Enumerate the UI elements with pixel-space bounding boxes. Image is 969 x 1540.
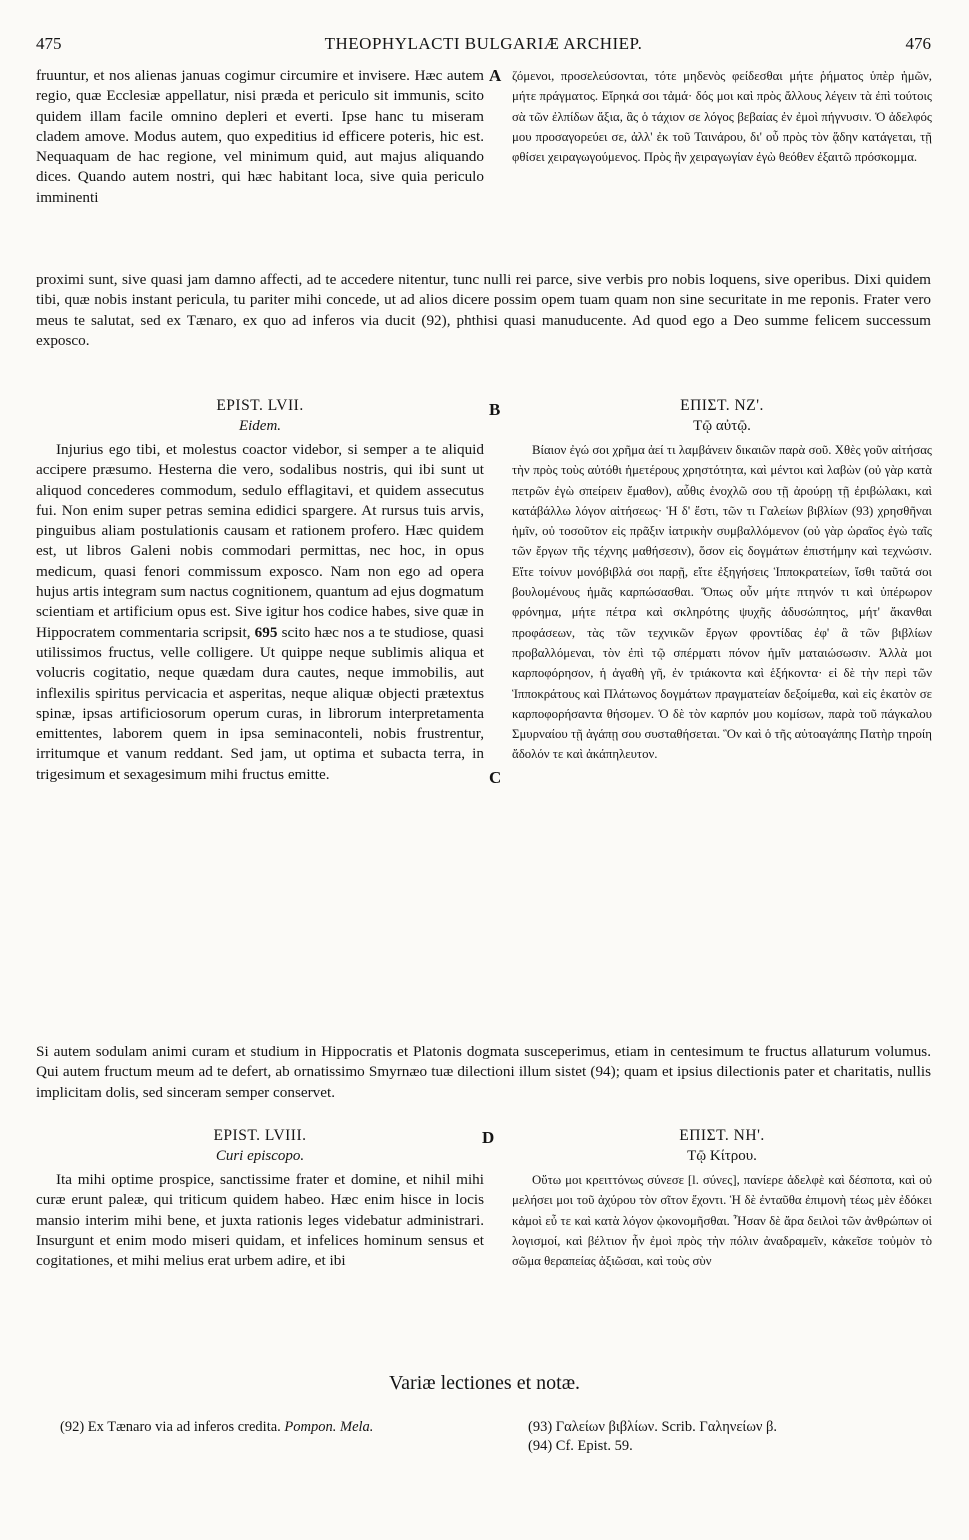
ep57-latin-column bbox=[36, 440, 484, 785]
ep57-latin-heading: EPIST. LVII. bbox=[216, 397, 304, 414]
ep57-latin-full: Si autem sodulam animi curam et studium in Hippocratis et Platonis dogmata susceperimus, etiam in centesimum te fructus allaturum volumus. Qui autem fructum meum ad te defert, ab ornatissimo Smyrnæo tuæ dilectioni illum sistet (94); quam et ipsius dilectionis pater et charitatis, nullis implicitam dolis, sed sinceram semper conservet. bbox=[36, 1043, 931, 1101]
running-title: THEOPHYLACTI BULGARIÆ ARCHIEP. bbox=[324, 34, 643, 53]
note-94 bbox=[528, 1437, 928, 1456]
ep57-latin-bold-ref: 695 bbox=[254, 623, 278, 641]
top-full-latin: proximi sunt, sive quasi jam damno affecti, ad te accedere nitentur, tunc nulli rei parce, sive verbis pro nobis loquens, sive operibus. Dixi quidem tibi, quæ nobis instant pericula, tu pariter mihi concede, ut ad alios dicere possim opem tuam quam non sine securitate in me reponis. Frater vero meus te salutat, sed ex Tænaro, ex quo ad inferos via ducit (92), phthisi quasi manuducente. Ad quod ego a Deo summe felicem successum exposco. bbox=[36, 271, 931, 349]
page-number-left: 475 bbox=[36, 34, 62, 53]
ep57-latin-addressee: Eidem. bbox=[238, 418, 282, 434]
ep58-latin-addressee: Curi episcopo. bbox=[215, 1148, 305, 1164]
ep57-latin-text-2: scito hæc nos a te studiose, quasi utilissimos fructus, velle colligere. Ut quippe neque sublimis aliqua et volucris cogitatio, neque quædam dura cautes, neque immobilis, aut inflexilis spiritus pervicacia et asperitas, neque aliquæ objecti prætextus spinæ, ipsas artificiosorum operum curas, in librorum interpretamenta emittentes, laborem quem in ipsa seminaconteli, nobis frustrentur, irritumque et vanum reddant. Sed jam, ut optima et subacta terra, in trigesimum et sexagesimum mihi fructus emitte. bbox=[36, 623, 484, 783]
ep58-greek-addressee: Τῷ Κίτρου. bbox=[687, 1148, 757, 1164]
note-93-text: Γαλείων βιβλίων. Scrib. Γαληνείων β. bbox=[555, 1419, 778, 1435]
ep57-latin-text-1: Injurius ego tibi, et molestus coactor videbor, si semper a te aliquid accipere præsumo. Hesterna die vero, sodalibus nostris, qui ibi sunt ut aliquod concederes commodum, sedulo efflagitavi, et quidem assecutus fui. Non enim super petras semina edidici spargere. At rursus tuis arvis, pinguibus aliam postulationis causam et rationem profero. Hæc quidem est, ut libros Galeni nobis commodari permittas, nec hoc, in opus medicum, quasi fenori commissum exposco. Nam non ego ad opera hujus artis integram sum nactus cognitionem, quantum ad ejus dogmatum scientiam et artificium opus est. Sive igitur hos codice habes, sive quæ in Hippocratem commentaria scripsit, bbox=[36, 441, 484, 641]
ep58-greek-column: Οὕτω μοι κρειττόνως σύνεσε [l. σύνες], πανίερε ἀδελφὲ καὶ δέσποτα, καὶ οὐ μελήσει μοι τοῦ ἀχύρου τὸν σῖτον ἔχοντι. Ἡ δὲ ἐνταῦθα ἐπιμονὴ τέως μὲν ἐδόκει κἀμοὶ εὖ τε καὶ κατὰ λόγον ᾠκονομῆσθαι. Ἦσαν δὲ ἄρα δειλοὶ τῶν ἀνθρώπων οἱ λογισμοί, καὶ βέλτιον ἦν ἐμοὶ πρὸς τὴν πόλιν ἀναδραμεῖν, κἀκεῖσε τοὐμὸν τὸ σῶμα θεραπείας ἀξιῶσαι, καὶ τοὺς σὺν bbox=[512, 1173, 932, 1269]
ep58-latin-heading-block bbox=[36, 1126, 484, 1166]
note-92-label: (92) bbox=[60, 1419, 85, 1435]
ep58-greek-heading: ΕΠΙΣΤ. ΝΗ'. bbox=[679, 1127, 765, 1144]
top-greek-column: ζόμενοι, προσελεύσονται, τότε μηδενὸς φείδεσθαι μήτε ῥήματος ὑπὲρ ἡμῶν, μήτε πράγματος. Εἴρηκά σοι τἀμά· δός μοι καὶ πρὸς ἄλλους λέγειν τὰ ἐπὶ τούτοις σὰ τῶν ἐλπίδων ἄξια, ἃς ὁ τάχιον σε λόγος βεβαίας ἐν ἐμοὶ πήγνυσιν. Ὁ ἀδελφός μου προσαγορεύει σε, ἀλλ' ἐκ τοῦ Ταινάρου, δι' οὗ πρὸς τὸν ᾅδην κατάγεται, τῇ φθίσει χειραγωγούμενος. Πρὸς ἣν χειραγωγίαν ἐγὼ θεόθεν ἐξαιτῶ πρόσκομμα. bbox=[512, 69, 932, 165]
ep58-greek-heading-block bbox=[512, 1126, 932, 1166]
margin-letter-b: B bbox=[489, 400, 501, 419]
ep58-latin-column: Ita mihi optime prospice, sanctissime frater et domine, et nihil mihi curæ erunt paleæ, qui triticum quidem habeo. Hæc enim hisce in locis mansio interim mihi bene, et juxta rationis leges videbatur administrari. Insurgunt et enim modo miseri quidam, et infelices hominum sensus et cogitationes, et mihi melius erat urbem adire, et ibi bbox=[36, 1171, 484, 1270]
margin-letter-a: A bbox=[489, 66, 502, 85]
margin-letter-c: C bbox=[489, 768, 502, 787]
note-93-label: (93) bbox=[528, 1419, 553, 1435]
note-94-label: (94) bbox=[528, 1438, 553, 1454]
note-92 bbox=[60, 1418, 480, 1437]
top-latin-column: fruuntur, et nos alienas januas cogimur circumire et invisere. Hæc autem regio, quæ Ecclesiæ appellatur, nisi præda et periculo sit immunis, scito quidem illam facile omnino depleri et everti. Ipse hanc tu miseram cladem amove. Modus autem, quo expeditius id efficere poteris, hic est. Nequaquam de hac regione, vel minimum quid, aut majus aliquando dices. Quando autem nostri, qui hæc habitant loca, sive quia periculo imminenti bbox=[36, 67, 484, 206]
running-header bbox=[36, 34, 931, 58]
ep57-greek-column: Βίαιον ἐγώ σοι χρῆμα ἀεί τι λαμβάνειν δικαιῶν παρὰ σοῦ. Χθὲς γοῦν αἰτήσας τὴν πρὸς τοὺς αὐτόθι ἡμετέρους χρηστότητα, καὶ μέντοι καὶ λαβὼν (οὐ γὰρ κατὰ πετρῶν ἐγὼ σπείρειν ἔμαθον), αὖθις ἐνοχλῶ σου τῇ ἀρούρῃ τῇ ἐριβώλακι, καὶ κατάβάλλω λόγον αἰτήσεως· Ἡ δ' ἔστι, τῶν τι Γαλείων βιβλίων (93) χρησθῆναι ἡμῖν, οὐ τοσοῦτον εἰς πρᾶξιν ἰατρικὴν συμβαλλόμενον (οὐ γὰρ ὡραῖος ἐγὼ ταῖς τῶν ἔργων τῆς τέχνης μαθήσεσιν), ὅσον εἰς δογμάτων ἐπιστήμην καὶ τεχνώσιν. Εἴτε τοίνυν μονόβιβλά σοι παρῇ, εἴτε ἐξηγήσεις Ἱπποκρατείων, ἴσθι ταῦτά σοι βουλομένους ἡμᾶς καρπώσασθαι. Ὅπως οὖν μήτε πτηνόν τι καὶ ὑπέρωρον φρόνημα, μήτε πέτρα καὶ σκληρότης ψυχῆς ἀδυσώπητος, μήτ' ἄκανθαι προφάσεων, τὰς τῶν τεχνικῶν ἔργων φροντίδας ἐφ' ἃ τῶν βιβλίων προβαλλόμεναι, τὸν ἐπὶ τῷ σπέρματι πόνον ἡμῖν ματαιώσωσιν. Ἀλλὰ μοι καρποφόρησον, ἡ ἀγαθὴ γῆ, ἐν τριάκοντα καὶ ἑξήκοντα· εἰ δὲ τὴν περὶ τῶν Ἱπποκράτους καὶ Πλάτωνος δογμάτων πραγματείαν δεξοίμεθα, καὶ εἰς ἑκατὸν σε καρποφορήσαντα θήσομεν. Ὁ δὲ τὸν καρπόν μου κομίσων, παρὰ τοῦ πάγκαλου Σμυρναίου τῇ ἀγάπῃ σου συσταθήσεται. Ὃν καὶ ὁ τῆς αὐτοαγάπης Πατὴρ τηροίη ἄδολόν τε καὶ ἀκάπηλευτον. bbox=[512, 443, 932, 762]
ep58-latin-heading: EPIST. LVIII. bbox=[213, 1127, 307, 1144]
ep57-latin-heading-block bbox=[36, 396, 484, 436]
ep57-greek-heading: ΕΠΙΣΤ. ΝΖ'. bbox=[680, 397, 764, 414]
notes-title: Variæ lectiones et notæ. bbox=[388, 1372, 581, 1394]
note-92-text: Ex Tænaro via ad inferos credita. bbox=[87, 1419, 281, 1435]
margin-letter-d: D bbox=[482, 1128, 495, 1147]
note-93 bbox=[528, 1418, 928, 1437]
note-94-text: Cf. Epist. 59. bbox=[555, 1438, 633, 1454]
ep57-greek-heading-block bbox=[512, 396, 932, 436]
page-number-right: 476 bbox=[905, 34, 931, 53]
ep57-greek-addressee: Τῷ αὐτῷ. bbox=[693, 418, 751, 434]
note-92-source: Pompon. Mela. bbox=[284, 1419, 374, 1435]
